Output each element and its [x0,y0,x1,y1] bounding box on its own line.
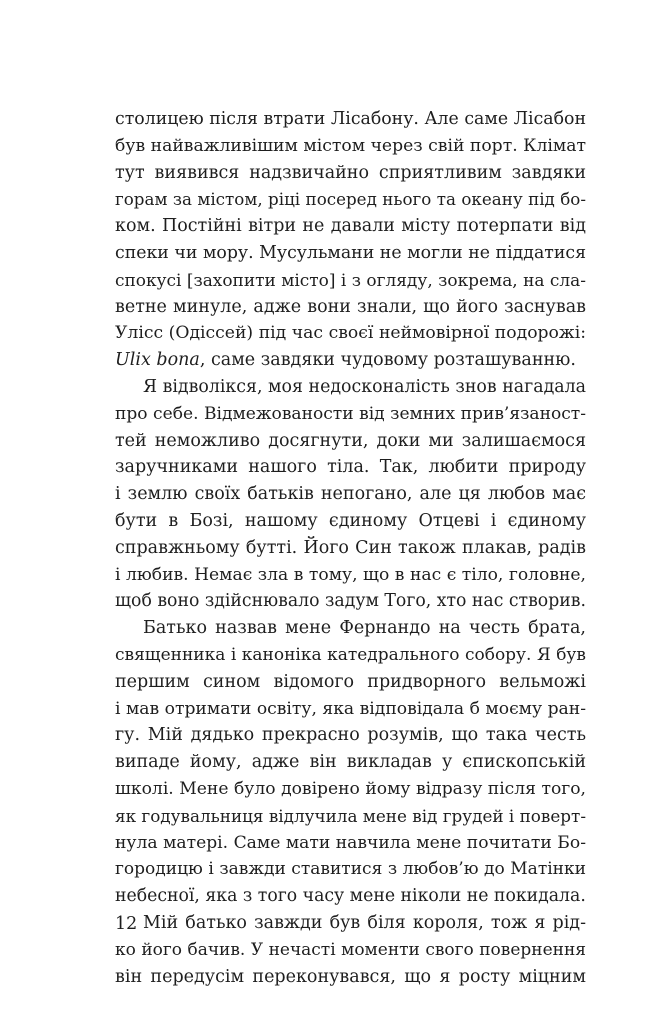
text-line: як годувальниця відлучила мене від грудей і поверт- [115,805,586,826]
text-line: справжньому бутті. Його Син також плакав, радів [115,537,586,558]
text-line: небесної, яка з того часу мене ніколи не покидала. [115,886,586,907]
text-line: і мав отримати освіту, яка відповідала б моєму ран- [115,698,587,719]
text-line: городицю і завжди ставитися з любов’ю до Матінки [115,859,586,880]
text-line: він передусім переконувався, що я росту міцним [115,966,586,987]
latin-phrase: Ulix bona [115,350,200,371]
text-line: спеки чи мору. Мусульмани не могли не піддатися [115,242,586,263]
text-line: випаде йому, адже він викладав у єпископській [115,752,586,773]
text-line: ветне минуле, адже вони знали, що його заснував [115,296,586,317]
text-line: Я відволікся, моя недосконалість знов нагадала [143,376,586,397]
text-line: столицею після втрати Лісабону. Але саме Лісабон [115,109,586,129]
text-line: і любив. Немає зла в тому, що в нас є тіло, головне, [115,564,586,585]
text-line: заручниками нашого тіла. Так, любити природу [115,457,586,478]
text-line: ко його бачив. У нечасті моменти свого повернення [115,939,586,960]
text-line: і землю своїх батьків непогано, але ця любов має [115,484,586,505]
text-line: щоб воно здійснювало задум Того, хто нас створив. [115,591,586,612]
text-line: нула матері. Саме мати навчила мене почитати Бо- [115,832,586,853]
paragraph [115,910,586,990]
paragraph [115,106,586,374]
page-number: 12 [115,914,138,934]
text-line: тей неможливо досягнути, доки ми залишаємося [115,430,586,451]
text-line: школі. Мене було довірено йому відразу після того, [115,778,586,799]
text-line [115,347,586,374]
text-line: Мій батько завжди був біля короля, тож я рід- [143,912,586,933]
text-line: першим сином відомого придворного вельможі [115,671,586,692]
text-line: гу. Мій дядько прекрасно розумів, що така честь [115,725,586,746]
text-line: священника і каноніка катедрального собору. Я був [115,644,586,665]
body-text [115,106,586,990]
text-line: був найважливішим містом через свій порт. Клімат [115,135,586,156]
text-line: ком. Постійні вітри не давали місту потерпати від [115,216,586,237]
paragraph [115,615,586,910]
text-fragment: , саме завдяки чудовому розташуванню. [199,350,576,371]
text-line: про себе. Відмежованости від земних прив’язаност- [115,403,586,424]
text-line: горам за містом, ріці посеред нього та океану під бо- [115,189,586,210]
text-line: тут виявився надзвичайно сприятливим завдяки [115,162,586,183]
text-line: Улісс (Одіссей) під час своєї неймовірної подорожі: [115,323,586,344]
text-line: спокусі [захопити місто] і з огляду, зокрема, на сла- [115,269,586,290]
paragraph [115,374,586,615]
text-line: Батько назвав мене Фернандо на честь брата, [143,618,586,639]
text-line: бути в Бозі, нашому єдиному Отцеві і єдиному [115,510,586,531]
